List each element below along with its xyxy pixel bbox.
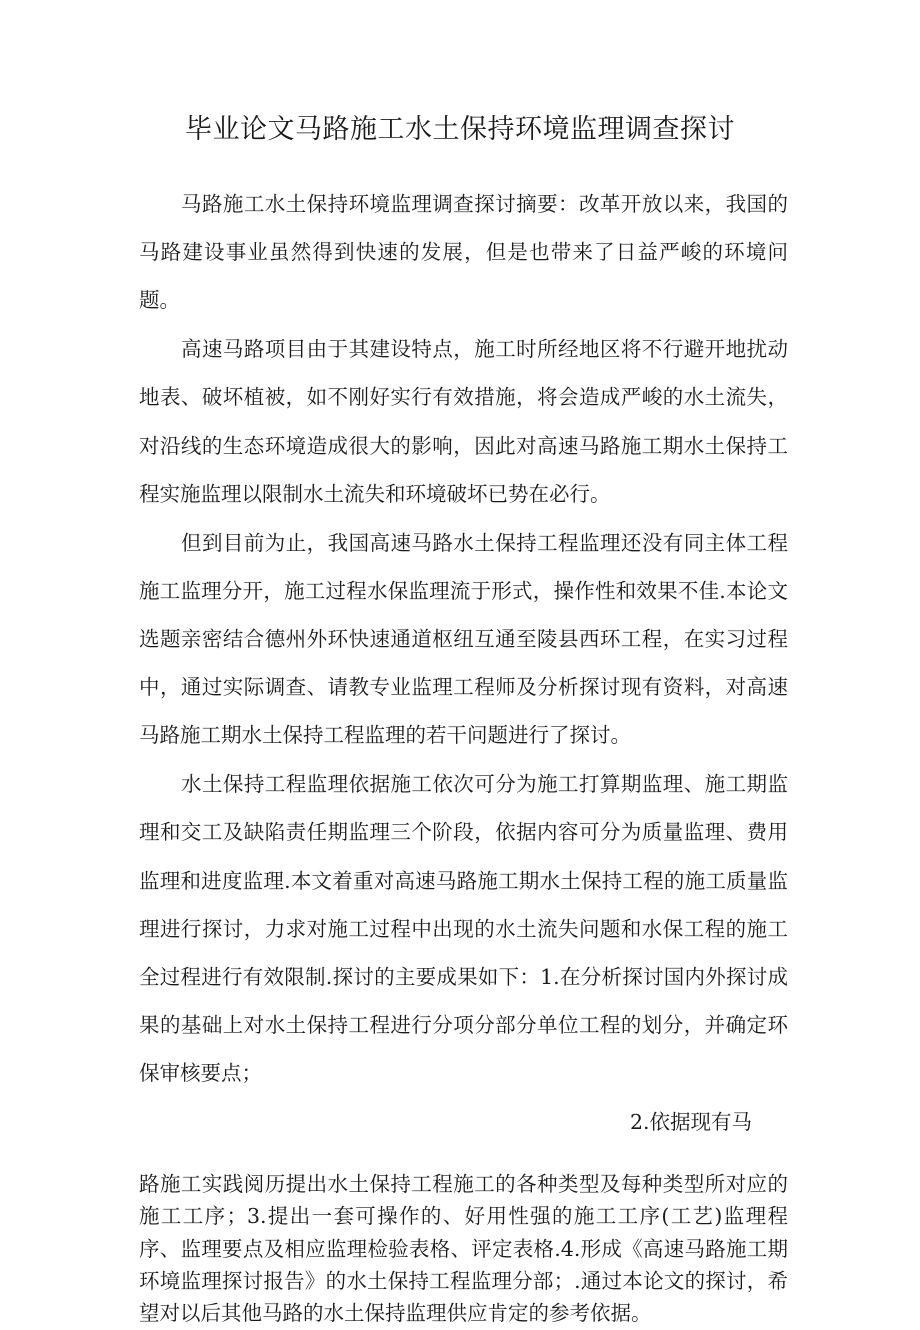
paragraph-abstract: 马路施工水土保持环境监理调查探讨摘要：改革开放以来，我国的马路建设事业虽然得到快速的发展，但是也带来了日益严峻的环境问题。: [139, 192, 788, 313]
document-body: [139, 180, 788, 1330]
paragraph-fragment: 2.依据现有马: [629, 1109, 752, 1134]
paragraph-problem: 但到目前为止，我国高速马路水土保持工程监理还没有同主体工程施工监理分开，施工过程水保监理流于形式，操作性和效果不佳.本论文选题亲密结合德州外环快速通道枢纽互通至陵县西环工程，在实习过程中，通过实际调查、请教专业监理工程师及分析探讨现有资料，对高速马路施工期水土保持工程监理的若干问题进行了探讨。: [139, 530, 788, 748]
document-title: 毕业论文马路施工水土保持环境监理调查探讨: [185, 114, 735, 145]
paragraph-scope: 水土保持工程监理依据施工依次可分为施工打算期监理、施工期监理和交工及缺陷责任期监理三个阶段，依据内容可分为质量监理、费用监理和进度监理.本文着重对高速马路施工期水土保持工程的施工质量监理进行探讨，力求对施工过程中出现的水土流失问题和水保工程的施工全过程进行有效限制.探讨的主要成果如下：1.在分析探讨国内外探讨成果的基础上对水土保持工程进行分项分部分单位工程的划分，并确定环保审核要点；: [139, 772, 788, 1086]
paragraph-continuation: 路施工实践阅历提出水土保持工程施工的各种类型及每种类型所对应的施工工序；3.提出一套可操作的、好用性强的施工工序(工艺)监理程序、监理要点及相应监理检验表格、评定表格.4.形成《高速马路施工期环境监理探讨报告》的水土保持工程监理分部；.通过本论文的探讨，希望对以后其他马路的水土保持监理供应肯定的参考依据。: [139, 1171, 788, 1326]
paragraph-background: 高速马路项目由于其建设特点，施工时所经地区将不行避开地扰动地表、破坏植被，如不刚好实行有效措施，将会造成严峻的水土流失，对沿线的生态环境造成很大的影响，因此对高速马路施工期水土保持工程实施监理以限制水土流失和环境破坏已势在必行。: [139, 337, 788, 506]
